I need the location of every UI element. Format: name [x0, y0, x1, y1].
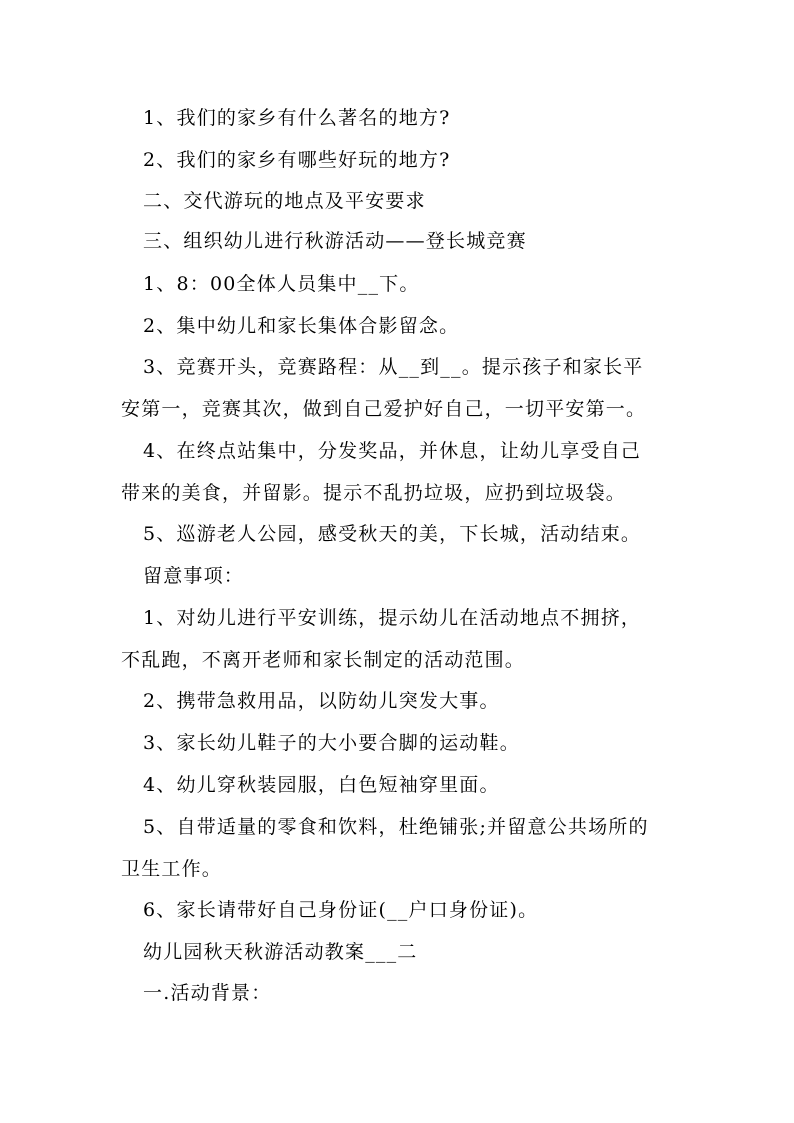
- question-famous-places: 1、我们的家乡有什么著名的地方?: [143, 107, 451, 129]
- note-shoes: 3、家长幼儿鞋子的大小要合脚的运动鞋。: [143, 732, 520, 754]
- step-race-start: 3、竞赛开头，竞赛路程：从__到__。提示孩子和家长平: [143, 356, 644, 378]
- note-snacks: 5、自带适量的零食和饮料，杜绝铺张;并留意公共场所的: [143, 816, 649, 838]
- section-heading-great-wall: 三、组织幼儿进行秋游活动——登长城竞赛: [143, 230, 527, 252]
- step-group-photo: 2、集中幼儿和家长集体合影留念。: [143, 315, 460, 337]
- note-id-card: 6、家长请带好自己身份证(__户口身份证)。: [143, 899, 539, 921]
- step-finish-awards: 4、在终点站集中，分发奖品，并休息，让幼儿享受自己: [143, 440, 642, 462]
- step-gather: 1、8：00全体人员集中__下。: [143, 273, 420, 295]
- note-uniform: 4、幼儿穿秋装园服，白色短袖穿里面。: [143, 774, 500, 796]
- section-heading-safety: 二、交代游玩的地点及平安要求: [143, 190, 426, 212]
- step-finish-awards-cont: 带来的美食，并留影。提示不乱扔垃圾，应扔到垃圾袋。: [121, 482, 627, 504]
- note-first-aid: 2、携带急救用品，以防幼儿突发大事。: [143, 690, 500, 712]
- note-safety-education: 1、对幼儿进行平安训练，提示幼儿在活动地点不拥挤，: [143, 607, 642, 629]
- step-race-start-cont: 安第一，竞赛其次，做到自己爱护好自己，一切平安第一。: [121, 398, 647, 420]
- notes-heading: 留意事项：: [143, 565, 245, 587]
- lesson-plan-two-title: 幼儿园秋天秋游活动教案___二: [143, 941, 418, 963]
- step-park-tour: 5、巡游老人公园，感受秋天的美，下长城，活动结束。: [143, 523, 642, 545]
- note-safety-education-cont: 不乱跑，不离开老师和家长制定的活动范围。: [121, 649, 526, 671]
- note-snacks-cont: 卫生工作。: [121, 858, 223, 880]
- activity-background-heading: 一.活动背景：: [143, 982, 272, 1004]
- question-fun-places: 2、我们的家乡有哪些好玩的地方?: [143, 149, 451, 171]
